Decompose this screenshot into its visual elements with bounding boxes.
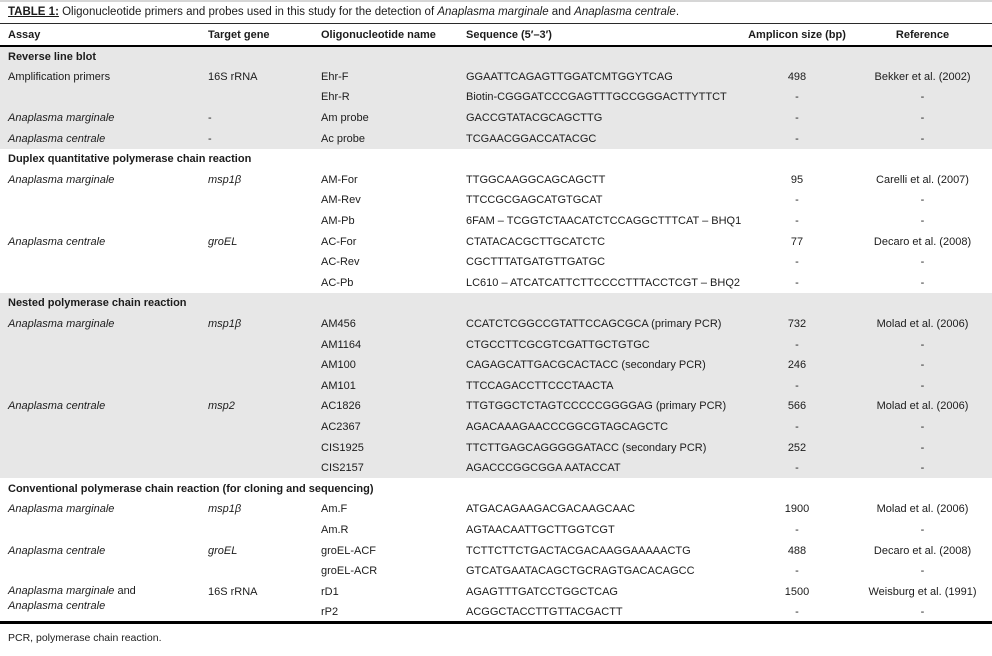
amplicon-size-cell: - [795, 91, 799, 104]
table-row [0, 170, 992, 191]
section-header-row [0, 46, 992, 67]
table-row [0, 252, 992, 273]
oligo-name-cell: AM1164 [321, 338, 362, 351]
assay-cell [0, 128, 205, 149]
table-row [0, 437, 992, 458]
target-gene-cell [205, 376, 318, 397]
table-row [0, 231, 992, 252]
assay-name: Anaplasma centrale [8, 235, 106, 248]
reference-cell: - [920, 359, 925, 372]
oligo-name-cell: AC1826 [321, 400, 361, 413]
oligo-name-cell: AM-For [321, 173, 358, 186]
sequence-cell: GGAATTCAGAGTTGGATCMTGGYTCAG [466, 70, 673, 83]
oligo-name-cell: AC2367 [321, 420, 361, 433]
table-row [0, 211, 992, 232]
assay-cell [0, 314, 205, 335]
reference-cell: - [920, 132, 925, 145]
table-row [0, 396, 992, 417]
sequence-cell: TTGGCAAGGCAGCAGCTT [466, 173, 606, 186]
amplicon-size-cell: - [795, 420, 799, 433]
column-header-target-gene: Target gene [205, 24, 318, 46]
reference-cell: - [920, 215, 925, 228]
assay-cell [0, 108, 205, 129]
reference-cell: Bekker et al. (2002) [874, 70, 971, 83]
target-gene-cell [205, 314, 318, 335]
assay-name: and [114, 585, 136, 598]
target-gene-cell [205, 561, 318, 582]
assay-cell [0, 87, 205, 108]
assay-name: Anaplasma centrale [8, 400, 106, 413]
amplicon-size-cell: - [795, 605, 799, 618]
table-row [0, 87, 992, 108]
gene-name: msp2 [208, 400, 235, 413]
assay-cell [0, 520, 205, 541]
target-gene-cell [205, 540, 318, 561]
primers-table [0, 24, 992, 624]
target-gene-cell [205, 602, 318, 623]
amplicon-size-cell: - [795, 565, 799, 578]
caption-segment: Anaplasma centrale [574, 6, 676, 18]
gene-name: - [208, 112, 212, 125]
table-row [0, 108, 992, 129]
target-gene-cell [205, 520, 318, 541]
reference-cell: Decaro et al. (2008) [873, 235, 972, 248]
amplicon-size-cell: 566 [787, 400, 807, 413]
assay-cell [0, 170, 205, 191]
sequence-cell: CTATACACGCTTGCATCTC [466, 235, 606, 248]
reference-cell: - [920, 605, 925, 618]
assay-cell [0, 458, 205, 479]
assay-cell [0, 252, 205, 273]
footnote: PCR, polymerase chain reaction. [8, 632, 162, 645]
assay-name: Amplification primers [8, 70, 111, 83]
reference-cell: - [920, 565, 925, 578]
sequence-cell: AGTAACAATTGCTTGGTCGT [466, 523, 615, 536]
table-caption [59, 6, 679, 18]
assay-name: Anaplasma marginale [8, 318, 115, 331]
assay-name: Anaplasma marginale [8, 173, 115, 186]
sequence-cell: GTCATGAATACAGCTGCRAGTGACACAGCC [466, 565, 695, 578]
column-header-sequence-5-3: Sequence (5′–3′) [463, 24, 741, 46]
assay-cell [0, 231, 205, 252]
section-header-label: Duplex quantitative polymerase chain reaction [8, 153, 252, 166]
reference-cell: - [920, 338, 925, 351]
assay-name: Anaplasma marginale [8, 585, 115, 598]
table-row [0, 520, 992, 541]
oligo-name-cell: Ehr-R [321, 91, 350, 104]
target-gene-cell [205, 334, 318, 355]
amplicon-size-cell: 246 [787, 359, 807, 372]
target-gene-cell [205, 211, 318, 232]
table-label: TABLE 1: [8, 6, 59, 18]
sequence-cell: CAGAGCATTGACGCACTACC (secondary PCR) [466, 359, 706, 372]
oligo-name-cell: AC-For [321, 235, 357, 248]
assay-cell [0, 67, 205, 88]
sequence-cell: TTGTGGCTCTAGTCCCCCGGGGAG (primary PCR) [466, 400, 727, 413]
sequence-cell: TTCCAGACCTTCCCTAACTA [466, 379, 614, 392]
sequence-cell: AGAGTTTGATCCTGGCTCAG [466, 585, 618, 598]
amplicon-size-cell: 1500 [784, 585, 810, 598]
assay-cell [0, 211, 205, 232]
sequence-cell: TTCTTGAGCAGGGGGATACC (secondary PCR) [466, 441, 707, 454]
reference-cell: Weisburg et al. (1991) [868, 585, 977, 598]
assay-cell [0, 355, 205, 376]
sequence-cell: TCGAACGGACCATACGC [466, 132, 597, 145]
oligo-name-cell: groEL-ACF [321, 544, 377, 557]
sequence-cell: CTGCCTTCGCGTCGATTGCTGTGC [466, 338, 650, 351]
assay-name: Anaplasma centrale [8, 544, 106, 557]
column-header-assay: Assay [0, 24, 205, 46]
sequence-cell: LC610 – ATCATCATTCTTCCCCTTTACCTCGT – BHQ2 [466, 276, 741, 289]
table-row [0, 561, 992, 582]
reference-cell: - [920, 462, 925, 475]
target-gene-cell [205, 128, 318, 149]
assay-cell [0, 499, 205, 520]
amplicon-size-cell: - [795, 194, 799, 207]
sequence-cell: AGACCCGGCGGA AATACCAT [466, 462, 621, 475]
amplicon-size-cell: - [795, 256, 799, 269]
section-header-row [0, 149, 992, 170]
oligo-name-cell: Am.R [321, 523, 349, 536]
table-row [0, 67, 992, 88]
table-row [0, 355, 992, 376]
target-gene-cell [205, 190, 318, 211]
sequence-cell: 6FAM – TCGGTCTAACATCTCCAGGCTTTCAT – BHQ1 [466, 215, 741, 228]
assay-cell [0, 437, 205, 458]
target-gene-cell [205, 170, 318, 191]
target-gene-cell [205, 355, 318, 376]
sequence-cell: CGCTTTATGATGTTGATGC [466, 256, 606, 269]
reference-cell: - [920, 523, 925, 536]
reference-cell: Molad et al. (2006) [876, 318, 969, 331]
assay-line [8, 599, 202, 614]
amplicon-size-cell: - [795, 276, 799, 289]
table-row [0, 499, 992, 520]
column-header-row [0, 24, 992, 46]
amplicon-size-cell: 488 [787, 544, 807, 557]
target-gene-cell [205, 252, 318, 273]
amplicon-size-cell: 498 [787, 70, 807, 83]
assay-cell [0, 561, 205, 582]
section-header-label: Nested polymerase chain reaction [8, 297, 187, 310]
amplicon-size-cell: - [795, 132, 799, 145]
amplicon-size-cell: 252 [787, 441, 807, 454]
oligo-name-cell: AM-Rev [321, 194, 361, 207]
assay-cell [0, 273, 205, 294]
column-header-amplicon-size-bp: Amplicon size (bp) [741, 24, 853, 46]
amplicon-size-cell: - [795, 379, 799, 392]
reference-cell: Molad et al. (2006) [876, 503, 969, 516]
assay-cell [0, 581, 205, 622]
table-title [0, 2, 992, 24]
reference-cell: - [920, 420, 925, 433]
assay-name: Anaplasma centrale [8, 599, 106, 612]
caption-segment: Oligonucleotide primers and probes used in this study for the detection of [58, 6, 438, 18]
oligo-name-cell: CIS1925 [321, 441, 364, 454]
reference-cell: - [920, 276, 925, 289]
amplicon-size-cell: - [795, 215, 799, 228]
column-header-reference: Reference [853, 24, 992, 46]
oligo-name-cell: CIS2157 [321, 462, 364, 475]
section-header-row [0, 293, 992, 314]
oligo-name-cell: AM100 [321, 359, 356, 372]
gene-name: 16S rRNA [208, 585, 258, 598]
gene-name: msp1β [208, 318, 242, 331]
sequence-cell: AGACAAAGAACCCGGCGTAGCAGCTC [466, 420, 669, 433]
target-gene-cell [205, 67, 318, 88]
sequence-cell: TCTTCTTCTGACTACGACAAGGAAAAACTG [466, 544, 691, 557]
target-gene-cell [205, 458, 318, 479]
caption-segment: and [548, 6, 575, 18]
amplicon-size-cell: 95 [790, 173, 804, 186]
sequence-cell: Biotin-CGGGATCCCGAGTTTGCCGGGACTTYTTCT [466, 91, 727, 104]
target-gene-cell [205, 581, 318, 602]
oligo-name-cell: Ehr-F [321, 70, 349, 83]
table-row [0, 190, 992, 211]
gene-name: groEL [208, 544, 238, 557]
sequence-cell: ATGACAGAAGACGACAAGCAAC [466, 503, 636, 516]
target-gene-cell [205, 396, 318, 417]
oligo-name-cell: rD1 [321, 585, 339, 598]
gene-name: msp1β [208, 503, 242, 516]
amplicon-size-cell: - [795, 112, 799, 125]
target-gene-cell [205, 499, 318, 520]
table-row [0, 458, 992, 479]
target-gene-cell [205, 108, 318, 129]
oligo-name-cell: AC-Pb [321, 276, 354, 289]
reference-cell: - [920, 379, 925, 392]
table-row [0, 334, 992, 355]
sequence-cell: TTCCGCGAGCATGTGCAT [466, 194, 603, 207]
reference-cell: - [920, 256, 925, 269]
assay-cell [0, 376, 205, 397]
amplicon-size-cell: 732 [787, 318, 807, 331]
assay-line [8, 584, 202, 599]
target-gene-cell [205, 417, 318, 438]
target-gene-cell [205, 437, 318, 458]
assay-name: Anaplasma centrale [8, 132, 106, 145]
assay-cell [0, 540, 205, 561]
section-header-label: Conventional polymerase chain reaction (for cloning and sequencing) [8, 482, 374, 495]
oligo-name-cell: Am.F [321, 503, 348, 516]
table-row [0, 540, 992, 561]
table-row [0, 128, 992, 149]
amplicon-size-cell: 1900 [784, 503, 810, 516]
table-row [0, 376, 992, 397]
reference-cell: Molad et al. (2006) [876, 400, 969, 413]
target-gene-cell [205, 231, 318, 252]
sequence-cell: GACCGTATACGCAGCTTG [466, 112, 603, 125]
column-header-oligonucleotide-name: Oligonucleotide name [318, 24, 463, 46]
reference-cell: - [920, 91, 925, 104]
amplicon-size-cell: - [795, 462, 799, 475]
target-gene-cell [205, 87, 318, 108]
target-gene-cell [205, 273, 318, 294]
oligo-name-cell: Ac probe [321, 132, 366, 145]
reference-cell: - [920, 441, 925, 454]
caption-segment: . [675, 6, 680, 18]
amplicon-size-cell: - [795, 338, 799, 351]
table-row [0, 581, 992, 602]
table-row [0, 417, 992, 438]
oligo-name-cell: AM456 [321, 318, 356, 331]
assay-cell [0, 396, 205, 417]
assay-cell [0, 334, 205, 355]
assay-cell [0, 417, 205, 438]
caption-segment: Anaplasma marginale [437, 6, 549, 18]
amplicon-size-cell: - [795, 523, 799, 536]
oligo-name-cell: AM-Pb [321, 215, 355, 228]
amplicon-size-cell: 77 [790, 235, 804, 248]
reference-cell: Decaro et al. (2008) [873, 544, 972, 557]
assay-name: Anaplasma marginale [8, 503, 115, 516]
assay-name: Anaplasma marginale [8, 112, 115, 125]
sequence-cell: CCATCTCGGCCGTATTCCAGCGCA (primary PCR) [466, 318, 722, 331]
reference-cell: Carelli et al. (2007) [876, 173, 969, 186]
table-row [0, 273, 992, 294]
reference-cell: - [920, 112, 925, 125]
oligo-name-cell: AM101 [321, 379, 356, 392]
section-header-row [0, 478, 992, 499]
section-header-label: Reverse line blot [8, 50, 97, 63]
assay-cell [0, 190, 205, 211]
oligo-name-cell: groEL-ACR [321, 565, 378, 578]
oligo-name-cell: Am probe [321, 112, 369, 125]
oligo-name-cell: rP2 [321, 605, 339, 618]
oligo-name-cell: AC-Rev [321, 256, 360, 269]
gene-name: groEL [208, 235, 238, 248]
sequence-cell: ACGGCTACCTTGTTACGACTT [466, 605, 623, 618]
gene-name: - [208, 132, 212, 145]
gene-name: msp1β [208, 173, 242, 186]
table-row [0, 314, 992, 335]
gene-name: 16S rRNA [208, 70, 258, 83]
reference-cell: - [920, 194, 925, 207]
